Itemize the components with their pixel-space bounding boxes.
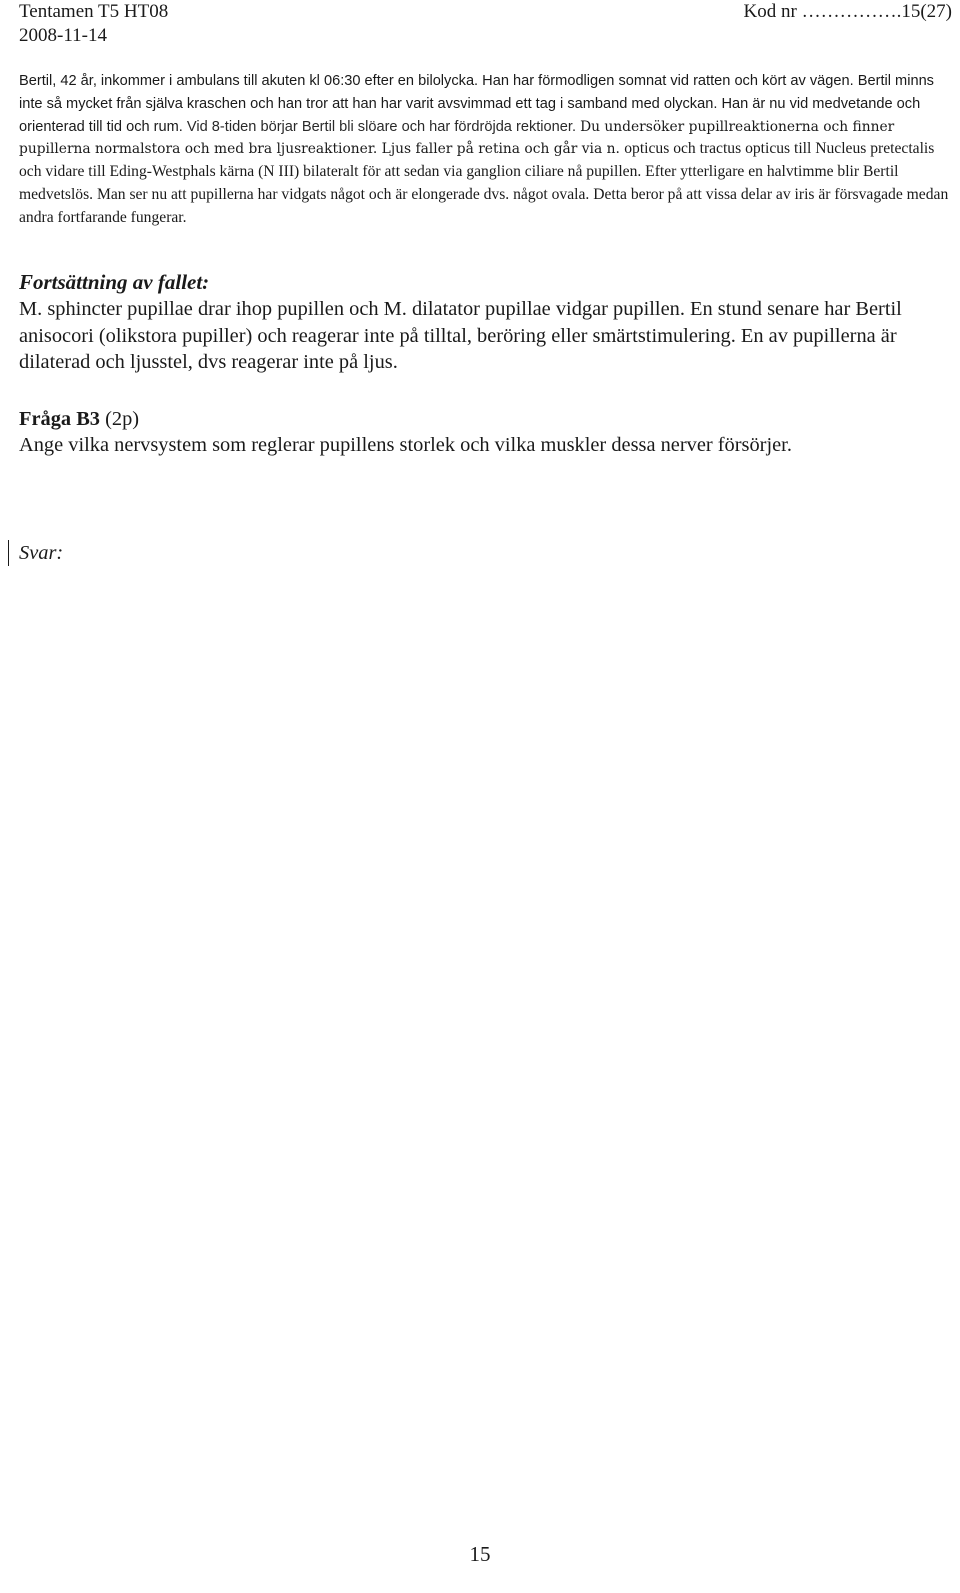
continuation-text: M. sphincter pupillae drar ihop pupillen och M. dilatator pupillae vidgar pupillen. En stund senare har Bertil anisocori (olikstora pupiller) och reagerar inte på tilltal, beröring eller smärtstimulering. En av pupillerna är dilaterad och ljusstel, dvs reagerar inte på ljus. <box>19 298 902 373</box>
question-title <box>19 406 139 432</box>
text-cursor <box>8 540 9 566</box>
question-points: (2p) <box>100 408 140 430</box>
question-label: Fråga B3 <box>19 408 100 430</box>
answer-label: Svar: <box>19 542 64 564</box>
intro-part-2: Vid 8-tiden börjar Bertil bli slöare och har fördröjda rektioner. <box>186 118 581 135</box>
intro-part-3: Du undersöker pupillreaktionerna och finner pupillerna normalstora och med bra ljusreaktioner. Ljus faller på retina och går via n. <box>19 118 895 158</box>
exam-title: Tentamen T5 HT08 <box>19 1 169 22</box>
page-number-text: 15 <box>469 1542 491 1566</box>
continuation-heading: Fortsättning av fallet: <box>19 270 210 294</box>
intro-part-1: Bertil, 42 år, inkommer i ambulans till akuten kl 06:30 efter en bilolycka. Han har förmodligen somnat vid ratten och kört av vägen. Bertil minns inte så mycket från själva kraschen och han tror att han har varit avsvimmad ett tag i samband med olyckan. Han är nu vid medvetande och orienterad till tid och rum. <box>19 73 934 135</box>
case-introduction <box>19 70 954 230</box>
code-number-field: Kod nr …………….15(27) <box>743 1 952 22</box>
exam-date: 2008-11-14 <box>19 25 107 46</box>
question-text: Ange vilka nervsystem som reglerar pupillens storlek och vilka muskler dessa nerver försörjer. <box>19 434 792 456</box>
answer-field[interactable] <box>8 540 63 566</box>
intro-part-4: opticus och tractus opticus till Nucleus pretectalis och vidare till Eding-Westphals kärna (N III) bilateralt för att sedan via ganglion ciliare nå pupillen. Efter ytterligare en halvtimme blir Bertil medvetslös. Man ser nu att pupillerna har vidgats något och är elongerade dvs. något ovala. Detta beror på att vissa delar av iris är försvagade medan andra fortfarande fungerar. <box>19 140 949 226</box>
page-header <box>19 0 952 48</box>
page-number <box>0 1541 960 1567</box>
